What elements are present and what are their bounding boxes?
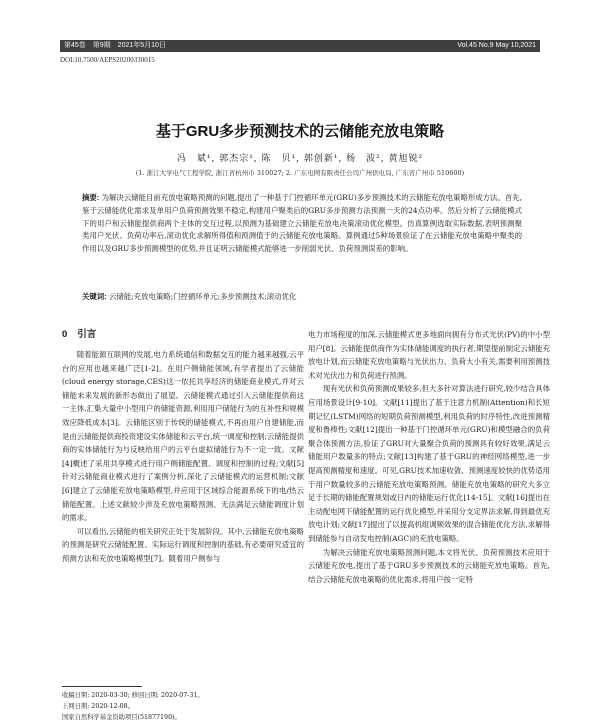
body-paragraph: 现有光伏和负荷预测成果较多,但大多针对算法进行研究,较少结合具体应用场景设计[9-10]。文献[11]提出了基于注意力机制(Attention)和长短期记忆(LSTM)网络的短期负荷预测模型,利用负荷的时序特性,改进预测精度和鲁棒性;文献[12]提出一种基于门控循环单元(GRU)和模型融合的负荷聚合体预测方法,验证了GRU对大量聚合负荷的预测具有较好效果,满足云储能用户数量多的特点;文献[13]构建了基于GRU的神经网络模型,进一步提高预测精度和速度。可见,GRU技术加速收敛、预测速度较快的优势适用于用户数量较多的云储能充放电策略预测。储能充放电策略的研究大多立足于长期的储能配置规划或日内的储能运行优化[14-15]。文献[16]提出在主动配电网下储能配置的运行优化模型,并采用分支定界法求解,得到最优充放电计划;文献[17]提出了以提高机组调频效果的混合储能优化方法,求解得到储能参与自动发电控制(AGC)的充放电策略。 <box>308 384 550 543</box>
footnotes <box>62 690 304 723</box>
journal-header-bar <box>60 40 540 52</box>
section-title: 引言 <box>77 329 97 340</box>
journal-issue-info: 第45卷 第9期 2021年5月10日 <box>64 42 166 49</box>
keywords <box>82 291 522 303</box>
abstract-label: 摘要: <box>82 193 100 202</box>
footnote-divider <box>62 686 142 687</box>
keywords-text: 云储能;充放电策略;门控循环单元;多步预测技术;滚动优化 <box>109 292 297 301</box>
section-heading <box>62 328 304 342</box>
section-number: 0 <box>62 329 68 340</box>
doi: DOI:10.7500/AEPS20200330015 <box>60 56 155 64</box>
journal-issue-info-en: Vol.45 No.9 May 10,2021 <box>457 42 536 49</box>
body-paragraph: 随着能源互联网的发展,电力系统通信和数据交互的能力越来越强,云平台的应用也越来越广泛[1-2]。在用户侧储能领域,有学者提出了云储能(cloud energy storage,CES)这一依托共享经济的储能商业模式,并对云储能未来发展的新形态做出了展望。云储能模式通过引入云储能提供商这一主体,汇集大量中小型用户的储能资源,利用用户储能行为的互补性和规模效应降低成本[3]。云储能区别于传统的储能模式,不再由用户自建储能,而是由云储能提供商投资建设实体储能和云平台,统一调度和控制;云储能提供商的实体储能行为与反映给用户的云平台虚拟储能行为不一定一致。文献[4]概述了采用共享模式进行用户侧储能配置、调度和控制的过程;文献[5]针对云储能商业模式进行了案例分析,深化了云储能模式的运营机制;文献[6]建立了云储能充放电策略模型,并应用于区域综合能源系统下的电/热云储能配置。上述文献较少涉及充放电策略预测、无法满足云储能调度计划的需求。 <box>62 350 304 523</box>
body-paragraph: 可以看出,云储能的相关研究正处于发展阶段。其中,云储能充放电策略的预测是研究云储能配置、实际运行调度和控制的基础,有必要研究适宜的预测方法和充放电策略模型[7]。随着用户侧参与 <box>62 526 304 563</box>
affiliations: (1. 浙江大学电气工程学院, 浙江省杭州市 310027; 2. 广东电网有限责任公司广州供电局, 广东省广州市 510600) <box>135 169 465 177</box>
body-paragraph: 为解决云储能充放电策略预测问题,本文将光伏、负荷预测技术应用于云储能充放电,提出了基于GRU多步预测技术的云储能充放电策略。首先,结合云储能充放电策略的优化需求,将用户按一定特 <box>308 547 550 584</box>
paper-title: 基于GRU多步预测技术的云储能充放电策略 <box>155 123 445 140</box>
footnote-received: 收稿日期: 2020-03-30; 修回日期: 2020-07-31。 <box>62 692 204 699</box>
footnote-funding: 国家自然科学基金资助项目(51877190)。 <box>62 714 181 721</box>
footnote-online: 上网日期: 2020-12-08。 <box>62 703 134 710</box>
body-paragraph: 电力市场程度的加深,云储能模式更多地面向拥有分布式光伏(PV)的中小型用户[8]。云储能提供商作为实体储能调度的执行者,期望提前制定云储能充放电计划,而云储能充放电策略与光伏出力、负荷大小有关,需要利用预测技术对光伏出力和负荷进行预测。 <box>308 330 550 380</box>
keywords-label: 关键词: <box>82 292 107 301</box>
body-column-right <box>308 328 550 586</box>
abstract-text: 为解决云储能目前充放电策略预测的问题,提出了一种基于门控循环单元(GRU)多步预测技术的云储能充放电策略形成方法。首先,鉴于云储能优化需求及单用户负荷预测效果不稳定,构建用户聚类后的GRU多步预测方法预测一天的24点功率。然后分析了云储能模式下的用户和云储能提供商两个主体的交互过程,以预测为基础建立云储能充放电决策滚动优化模型。仿真算例选取实际数据,表明预测聚类用户光伏、负荷功率后,滚动优化求解所得值和预测值于的云储能充放电策略。算例通过5种场景验证了在云储能充放电策略中聚类的作用以及GRU多步预测模型的优势,并且证明云储能模式能够进一步削弱光伏、负荷预测误差的影响。 <box>82 193 522 254</box>
abstract <box>82 192 522 256</box>
body-column-left <box>62 328 304 566</box>
authors: 冯 斌¹, 郭杰宗¹, 陈 贝¹, 郭创新¹, 杨 波², 黄旭锐² <box>176 154 424 164</box>
